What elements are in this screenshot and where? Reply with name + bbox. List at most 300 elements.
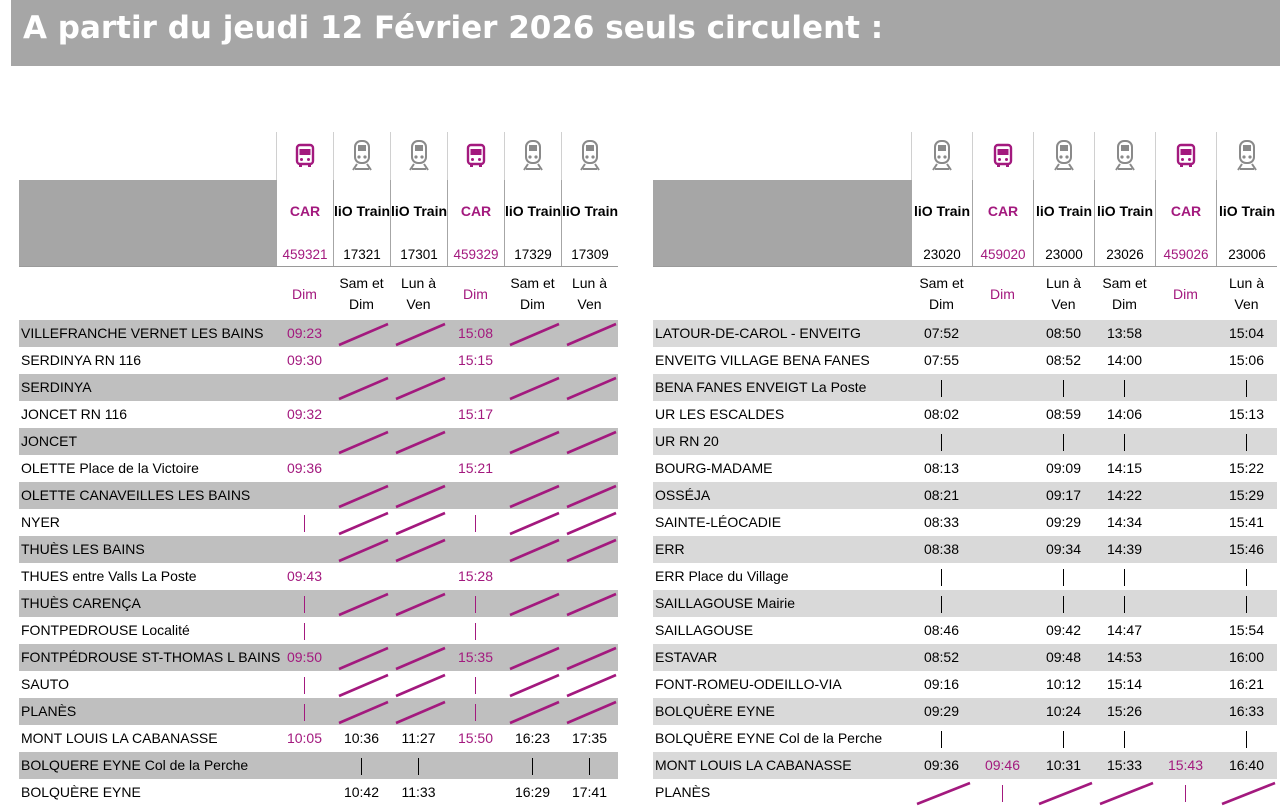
pass-through-bar bbox=[1063, 380, 1064, 397]
service-number: 23000 bbox=[1045, 247, 1083, 262]
pass-through-mark bbox=[1216, 725, 1277, 752]
table-row bbox=[19, 563, 618, 590]
time-cell: 15:54 bbox=[1228, 622, 1265, 638]
time-cell bbox=[1155, 698, 1216, 725]
pass-through-bar bbox=[1246, 596, 1247, 613]
time-cell bbox=[390, 617, 447, 644]
not-served-slash bbox=[390, 590, 447, 617]
pass-through-mark bbox=[276, 590, 333, 617]
stop-name: BENA FANES ENVEIGT La Poste bbox=[655, 379, 867, 395]
time-cell bbox=[333, 455, 390, 482]
pass-through-bar bbox=[1063, 569, 1064, 586]
not-served-slash bbox=[504, 536, 561, 563]
not-served-slash bbox=[390, 320, 447, 347]
table-row bbox=[653, 590, 1277, 617]
train-icon bbox=[504, 132, 561, 180]
not-served-slash bbox=[911, 779, 972, 806]
time-cell bbox=[447, 752, 504, 779]
time-cell bbox=[1155, 563, 1216, 590]
time-cell: 15:15 bbox=[457, 352, 494, 368]
time-cell: 08:46 bbox=[923, 622, 960, 638]
not-served-slash bbox=[390, 428, 447, 455]
stop-name: SERDINYA RN 116 bbox=[21, 352, 142, 368]
pass-through-bar bbox=[475, 677, 476, 694]
not-served-slash bbox=[561, 320, 618, 347]
time-cell: 09:23 bbox=[286, 325, 323, 341]
time-cell: 15:41 bbox=[1228, 514, 1265, 530]
stop-name: SAUTO bbox=[21, 676, 69, 692]
time-cell bbox=[972, 482, 1033, 509]
not-served-slash bbox=[1094, 779, 1155, 806]
not-served-slash bbox=[333, 482, 390, 509]
time-cell: 10:05 bbox=[286, 730, 323, 746]
time-cell bbox=[561, 617, 618, 644]
not-served-slash bbox=[561, 509, 618, 536]
not-served-slash bbox=[390, 482, 447, 509]
time-cell bbox=[390, 347, 447, 374]
time-cell bbox=[972, 644, 1033, 671]
time-cell: 09:50 bbox=[286, 649, 323, 665]
stop-name: ENVEITG VILLAGE BENA FANES bbox=[655, 352, 870, 368]
time-cell: 10:36 bbox=[343, 730, 380, 746]
pass-through-bar bbox=[304, 677, 305, 694]
table-row bbox=[653, 617, 1277, 644]
time-cell bbox=[276, 536, 333, 563]
pass-through-mark bbox=[276, 617, 333, 644]
pass-through-mark bbox=[1094, 725, 1155, 752]
pass-through-mark bbox=[561, 752, 618, 779]
time-cell: 16:33 bbox=[1228, 703, 1265, 719]
column-header bbox=[276, 180, 333, 266]
time-cell bbox=[972, 725, 1033, 752]
not-served-slash bbox=[561, 671, 618, 698]
time-cell bbox=[333, 401, 390, 428]
stop-name: OSSÉJA bbox=[655, 487, 711, 503]
operating-days: Sam et Dim bbox=[339, 275, 384, 312]
bus-icon bbox=[447, 132, 504, 180]
not-served-slash bbox=[333, 698, 390, 725]
stop-name: UR RN 20 bbox=[655, 433, 719, 449]
time-cell: 08:13 bbox=[923, 460, 960, 476]
not-served-slash bbox=[390, 374, 447, 401]
pass-through-mark bbox=[1033, 725, 1094, 752]
stop-name: SERDINYA bbox=[21, 379, 92, 395]
pass-through-bar bbox=[589, 758, 590, 775]
time-cell bbox=[504, 563, 561, 590]
time-cell: 14:22 bbox=[1106, 487, 1143, 503]
time-cell bbox=[1155, 374, 1216, 401]
not-served-slash bbox=[1033, 779, 1094, 806]
operating-days: Lun à Ven bbox=[1228, 275, 1265, 312]
pass-through-bar bbox=[941, 596, 942, 613]
table-row bbox=[653, 347, 1277, 374]
table-row bbox=[653, 536, 1277, 563]
service-label: liO Train bbox=[505, 203, 562, 219]
operating-days: Lun à Ven bbox=[400, 275, 437, 312]
time-cell bbox=[1155, 644, 1216, 671]
time-cell: 15:43 bbox=[1167, 757, 1204, 773]
operating-days: Dim bbox=[990, 285, 1015, 302]
time-cell bbox=[1155, 401, 1216, 428]
table-row bbox=[19, 779, 618, 806]
pass-through-mark bbox=[1094, 374, 1155, 401]
time-cell bbox=[276, 428, 333, 455]
operating-days: Dim bbox=[463, 285, 488, 302]
time-cell: 07:55 bbox=[923, 352, 960, 368]
operating-days: Lun à Ven bbox=[571, 275, 608, 312]
table-row bbox=[653, 752, 1277, 779]
table-row bbox=[19, 698, 618, 725]
pass-through-bar bbox=[475, 596, 476, 613]
operating-days: Lun à Ven bbox=[1045, 275, 1082, 312]
time-cell: 09:29 bbox=[1045, 514, 1082, 530]
service-number: 17309 bbox=[571, 247, 609, 262]
not-served-slash bbox=[1216, 779, 1277, 806]
not-served-slash bbox=[561, 644, 618, 671]
pass-through-mark bbox=[447, 698, 504, 725]
time-cell bbox=[1155, 509, 1216, 536]
pass-through-mark bbox=[911, 374, 972, 401]
column-header bbox=[390, 180, 447, 266]
column-header bbox=[333, 180, 390, 266]
table-row bbox=[19, 320, 618, 347]
table-row bbox=[653, 698, 1277, 725]
pass-through-bar bbox=[304, 623, 305, 640]
train-icon bbox=[1094, 132, 1155, 180]
pass-through-bar bbox=[1246, 731, 1247, 748]
stop-name: VILLEFRANCHE VERNET LES BAINS bbox=[21, 325, 264, 341]
time-cell: 16:21 bbox=[1228, 676, 1265, 692]
not-served-slash bbox=[561, 374, 618, 401]
not-served-slash bbox=[390, 698, 447, 725]
pass-through-bar bbox=[532, 758, 533, 775]
time-cell bbox=[1155, 671, 1216, 698]
table-row bbox=[653, 482, 1277, 509]
pass-through-bar bbox=[361, 758, 362, 775]
not-served-slash bbox=[561, 590, 618, 617]
time-cell bbox=[972, 455, 1033, 482]
time-cell bbox=[1155, 320, 1216, 347]
pass-through-mark bbox=[1216, 374, 1277, 401]
time-cell: 15:33 bbox=[1106, 757, 1143, 773]
time-cell: 14:15 bbox=[1106, 460, 1143, 476]
pass-through-mark bbox=[1094, 428, 1155, 455]
pass-through-mark bbox=[1033, 428, 1094, 455]
time-cell bbox=[333, 347, 390, 374]
not-served-slash bbox=[561, 482, 618, 509]
service-label: CAR bbox=[289, 203, 321, 219]
stop-name: SAILLAGOUSE Mairie bbox=[655, 595, 796, 611]
pass-through-mark bbox=[447, 509, 504, 536]
pass-through-bar bbox=[1124, 380, 1125, 397]
not-served-slash bbox=[504, 320, 561, 347]
time-cell bbox=[276, 374, 333, 401]
time-cell: 15:26 bbox=[1106, 703, 1143, 719]
service-number: 23026 bbox=[1106, 247, 1144, 262]
pass-through-mark bbox=[1033, 374, 1094, 401]
time-cell bbox=[504, 347, 561, 374]
pass-through-mark bbox=[1216, 563, 1277, 590]
not-served-slash bbox=[333, 320, 390, 347]
stop-name: NYER bbox=[21, 514, 60, 530]
pass-through-bar bbox=[1124, 569, 1125, 586]
time-cell: 15:29 bbox=[1228, 487, 1265, 503]
stop-name: LATOUR-DE-CAROL - ENVEITG bbox=[655, 325, 861, 341]
column-header-row bbox=[19, 180, 618, 266]
table-row bbox=[19, 482, 618, 509]
pass-through-mark bbox=[972, 779, 1033, 806]
table-row bbox=[19, 644, 618, 671]
pass-through-mark bbox=[276, 509, 333, 536]
service-number: 23020 bbox=[923, 247, 961, 262]
table-row bbox=[19, 536, 618, 563]
time-cell: 13:58 bbox=[1106, 325, 1143, 341]
stop-name: OLETTE CANAVEILLES LES BAINS bbox=[21, 487, 251, 503]
time-cell bbox=[276, 779, 333, 806]
pass-through-mark bbox=[504, 752, 561, 779]
time-cell: 15:14 bbox=[1106, 676, 1143, 692]
table-row bbox=[653, 455, 1277, 482]
pass-through-mark bbox=[390, 752, 447, 779]
column-header bbox=[972, 180, 1033, 266]
stop-name: ERR Place du Village bbox=[655, 568, 789, 584]
stop-name: FONT-ROMEU-ODEILLO-VIA bbox=[655, 676, 842, 692]
stop-name: BOLQUERE EYNE Col de la Perche bbox=[21, 757, 249, 773]
pass-through-bar bbox=[941, 569, 942, 586]
not-served-slash bbox=[333, 590, 390, 617]
time-cell: 08:33 bbox=[923, 514, 960, 530]
stop-name: BOLQUÈRE EYNE Col de la Perche bbox=[655, 730, 883, 746]
time-cell bbox=[1155, 455, 1216, 482]
service-number: 459020 bbox=[980, 247, 1026, 262]
time-cell bbox=[972, 563, 1033, 590]
pass-through-bar bbox=[1124, 596, 1125, 613]
service-label: liO Train bbox=[1096, 203, 1153, 219]
operating-days: Sam et Dim bbox=[510, 275, 555, 312]
not-served-slash bbox=[504, 482, 561, 509]
time-cell: 08:59 bbox=[1045, 406, 1082, 422]
time-cell bbox=[972, 536, 1033, 563]
not-served-slash bbox=[333, 374, 390, 401]
not-served-slash bbox=[333, 671, 390, 698]
stop-name: BOLQUÈRE EYNE bbox=[21, 784, 141, 800]
table-row bbox=[19, 455, 618, 482]
time-cell bbox=[972, 617, 1033, 644]
time-cell bbox=[972, 320, 1033, 347]
time-cell: 15:17 bbox=[457, 406, 494, 422]
time-cell bbox=[561, 563, 618, 590]
time-cell: 10:42 bbox=[343, 784, 380, 800]
not-served-slash bbox=[390, 536, 447, 563]
not-served-slash bbox=[333, 509, 390, 536]
time-cell bbox=[1155, 482, 1216, 509]
time-cell: 09:16 bbox=[923, 676, 960, 692]
train-icon bbox=[1216, 132, 1277, 180]
time-cell: 15:08 bbox=[457, 325, 494, 341]
time-cell: 17:35 bbox=[571, 730, 608, 746]
pass-through-bar bbox=[304, 515, 305, 532]
table-row bbox=[653, 644, 1277, 671]
time-cell bbox=[1155, 536, 1216, 563]
icon-row bbox=[19, 132, 618, 180]
pass-through-mark bbox=[333, 752, 390, 779]
time-cell: 15:50 bbox=[457, 730, 494, 746]
time-cell bbox=[276, 752, 333, 779]
time-cell bbox=[390, 563, 447, 590]
time-cell: 16:29 bbox=[514, 784, 551, 800]
time-cell: 15:21 bbox=[457, 460, 494, 476]
time-cell bbox=[276, 482, 333, 509]
time-cell bbox=[333, 617, 390, 644]
not-served-slash bbox=[390, 509, 447, 536]
table-row bbox=[653, 428, 1277, 455]
time-cell: 08:52 bbox=[923, 649, 960, 665]
time-cell bbox=[972, 428, 1033, 455]
stop-name: JONCET RN 116 bbox=[21, 406, 128, 422]
stop-name: PLANÈS bbox=[655, 784, 711, 800]
time-cell bbox=[1155, 428, 1216, 455]
table-row bbox=[19, 347, 618, 374]
stop-name: BOURG-MADAME bbox=[655, 460, 773, 476]
not-served-slash bbox=[390, 644, 447, 671]
pass-through-bar bbox=[1002, 785, 1003, 802]
table-row bbox=[653, 401, 1277, 428]
not-served-slash bbox=[504, 590, 561, 617]
time-cell: 09:46 bbox=[984, 757, 1021, 773]
pass-through-bar bbox=[1246, 569, 1247, 586]
pass-through-mark bbox=[911, 590, 972, 617]
service-label: liO Train bbox=[913, 203, 970, 219]
time-cell: 08:52 bbox=[1045, 352, 1082, 368]
train-icon bbox=[390, 132, 447, 180]
time-cell: 15:13 bbox=[1228, 406, 1265, 422]
time-cell: 09:09 bbox=[1045, 460, 1082, 476]
time-cell: 14:39 bbox=[1106, 541, 1143, 557]
pass-through-bar bbox=[418, 758, 419, 775]
train-icon bbox=[561, 132, 618, 180]
time-cell: 15:04 bbox=[1228, 325, 1265, 341]
time-cell bbox=[447, 779, 504, 806]
time-cell bbox=[447, 536, 504, 563]
time-cell: 08:38 bbox=[923, 541, 960, 557]
stop-name: MONT LOUIS LA CABANASSE bbox=[655, 757, 852, 773]
table-row bbox=[19, 752, 618, 779]
time-cell: 14:00 bbox=[1106, 352, 1143, 368]
time-cell: 07:52 bbox=[923, 325, 960, 341]
time-cell bbox=[390, 455, 447, 482]
service-label: liO Train bbox=[334, 203, 391, 219]
service-number: 459026 bbox=[1163, 247, 1209, 262]
time-cell bbox=[1155, 347, 1216, 374]
table-row bbox=[653, 374, 1277, 401]
train-icon bbox=[1033, 132, 1094, 180]
pass-through-mark bbox=[911, 725, 972, 752]
time-cell: 14:34 bbox=[1106, 514, 1143, 530]
train-icon bbox=[333, 132, 390, 180]
operating-days-row bbox=[19, 266, 618, 320]
time-cell: 08:02 bbox=[923, 406, 960, 422]
bus-icon bbox=[972, 132, 1033, 180]
bus-icon bbox=[276, 132, 333, 180]
column-header bbox=[1155, 180, 1216, 266]
pass-through-mark bbox=[276, 671, 333, 698]
pass-through-bar bbox=[475, 704, 476, 721]
not-served-slash bbox=[561, 698, 618, 725]
column-header bbox=[447, 180, 504, 266]
not-served-slash bbox=[504, 428, 561, 455]
time-cell: 14:06 bbox=[1106, 406, 1143, 422]
pass-through-mark bbox=[447, 671, 504, 698]
time-cell: 09:30 bbox=[286, 352, 323, 368]
time-cell: 09:48 bbox=[1045, 649, 1082, 665]
time-cell: 09:34 bbox=[1045, 541, 1082, 557]
time-cell: 10:31 bbox=[1045, 757, 1082, 773]
table-row bbox=[653, 320, 1277, 347]
service-label: CAR bbox=[460, 203, 492, 219]
not-served-slash bbox=[504, 374, 561, 401]
not-served-slash bbox=[561, 428, 618, 455]
service-label: liO Train bbox=[391, 203, 448, 219]
not-served-slash bbox=[333, 428, 390, 455]
pass-through-bar bbox=[1246, 380, 1247, 397]
not-served-slash bbox=[390, 671, 447, 698]
service-number: 459329 bbox=[453, 247, 499, 262]
time-cell: 10:12 bbox=[1045, 676, 1082, 692]
table-row bbox=[19, 428, 618, 455]
pass-through-mark bbox=[1094, 563, 1155, 590]
pass-through-bar bbox=[304, 704, 305, 721]
pass-through-mark bbox=[1033, 563, 1094, 590]
operating-days-row bbox=[653, 266, 1277, 320]
table-row bbox=[653, 671, 1277, 698]
time-cell: 09:43 bbox=[286, 568, 323, 584]
time-cell: 08:21 bbox=[923, 487, 960, 503]
stop-name: FONTPEDROUSE Localité bbox=[21, 622, 190, 638]
table-row bbox=[19, 374, 618, 401]
service-label: CAR bbox=[1170, 203, 1202, 219]
time-cell bbox=[972, 698, 1033, 725]
operating-days: Sam et Dim bbox=[919, 275, 964, 312]
column-header bbox=[911, 180, 972, 266]
time-cell bbox=[972, 401, 1033, 428]
time-cell: 15:35 bbox=[457, 649, 494, 665]
column-header bbox=[1033, 180, 1094, 266]
bus-icon bbox=[1155, 132, 1216, 180]
time-cell: 10:24 bbox=[1045, 703, 1082, 719]
pass-through-mark bbox=[1216, 590, 1277, 617]
time-cell: 15:06 bbox=[1228, 352, 1265, 368]
service-label: liO Train bbox=[562, 203, 619, 219]
not-served-slash bbox=[561, 536, 618, 563]
train-icon bbox=[911, 132, 972, 180]
time-cell: 16:23 bbox=[514, 730, 551, 746]
stop-name: FONTPÉDROUSE ST-THOMAS L BAINS bbox=[21, 649, 281, 665]
service-number: 17329 bbox=[514, 247, 552, 262]
pass-through-bar bbox=[1246, 434, 1247, 451]
table-row bbox=[653, 725, 1277, 752]
not-served-slash bbox=[504, 671, 561, 698]
not-served-slash bbox=[504, 698, 561, 725]
service-number: 23006 bbox=[1228, 247, 1266, 262]
time-cell bbox=[447, 482, 504, 509]
pass-through-bar bbox=[941, 380, 942, 397]
stop-name: BOLQUÈRE EYNE bbox=[655, 703, 775, 719]
time-cell bbox=[972, 671, 1033, 698]
stop-name: ERR bbox=[655, 541, 685, 557]
operating-days: Sam et Dim bbox=[1102, 275, 1147, 312]
stop-name: JONCET bbox=[21, 433, 77, 449]
service-label: CAR bbox=[987, 203, 1019, 219]
